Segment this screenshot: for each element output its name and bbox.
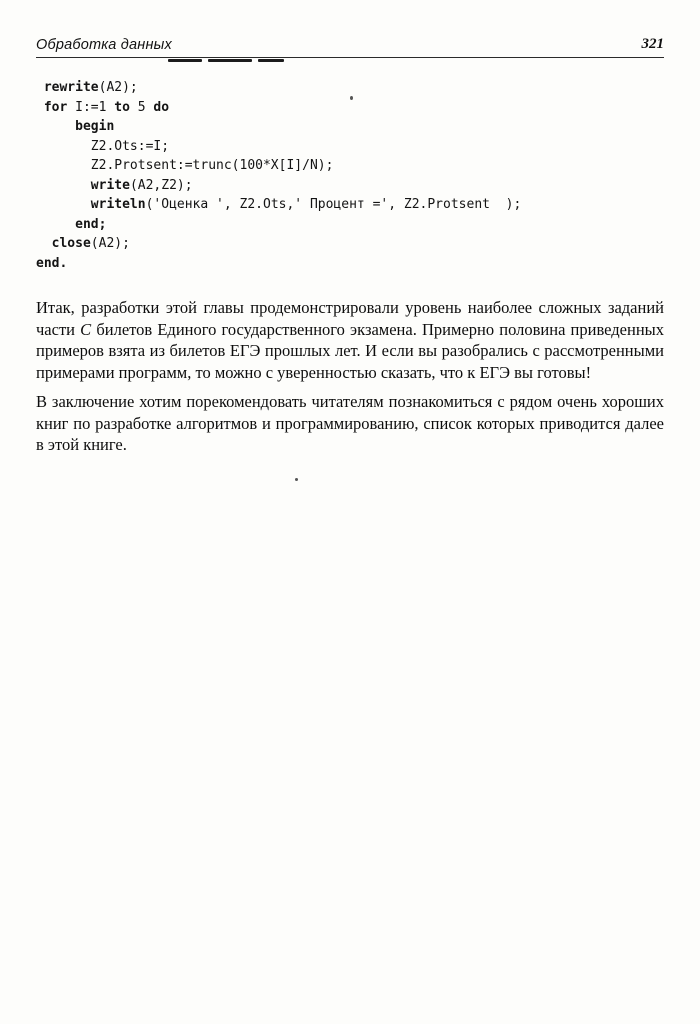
code-line: close(A2); [51, 236, 130, 251]
code-block [36, 78, 664, 273]
code-line: for I:=1 to 5 do [43, 99, 170, 115]
rule-artifact-segment [168, 59, 202, 62]
paragraph-conclusion-1 [36, 297, 664, 383]
scan-speckle [295, 478, 298, 481]
paragraph-text-italic-c: С [80, 319, 92, 339]
page-number: 321 [641, 36, 664, 52]
body-text [36, 297, 664, 456]
code-line: end; [75, 216, 107, 232]
code-line: Z2.Protsent:=trunc(100*X[I]/N); [90, 158, 334, 173]
paragraph-text: В заключение хотим порекомендовать читателям познакомиться с рядом очень хороших книг по разработке алгоритмов и программированию, список которых приводится далее в этой книге. [36, 392, 664, 454]
paragraph-conclusion-2 [36, 391, 664, 456]
code-line: begin [75, 119, 115, 134]
head-rule-artifact [36, 58, 664, 64]
running-head-title: Обработка данных [36, 37, 172, 53]
paragraph-text: билетов Единого государственного экзамена. Примерно половина приведенных примеров взята из билетов ЕГЭ прошлых лет. И если вы разобрались с рассмотренными примерами программ, то можно с уверенностью сказать, что к ЕГЭ вы готовы! [36, 319, 664, 382]
code-line: Z2.Ots:=I; [90, 138, 170, 154]
scan-speckle [350, 96, 353, 100]
code-line: rewrite(A2); [43, 80, 138, 95]
code-line: end. [36, 255, 68, 271]
paragraph-text: Итак, разработки этой главы продемонстрировали уровень наиболее сложных заданий части [36, 298, 664, 339]
running-head [36, 0, 664, 58]
rule-artifact-segment [208, 59, 252, 62]
code-line: writeln('Оценка ', Z2.Ots,' Процент =', Z2.Protsent ); [90, 197, 522, 212]
rule-artifact-segment [258, 59, 284, 62]
code-line: write(A2,Z2); [90, 177, 193, 193]
